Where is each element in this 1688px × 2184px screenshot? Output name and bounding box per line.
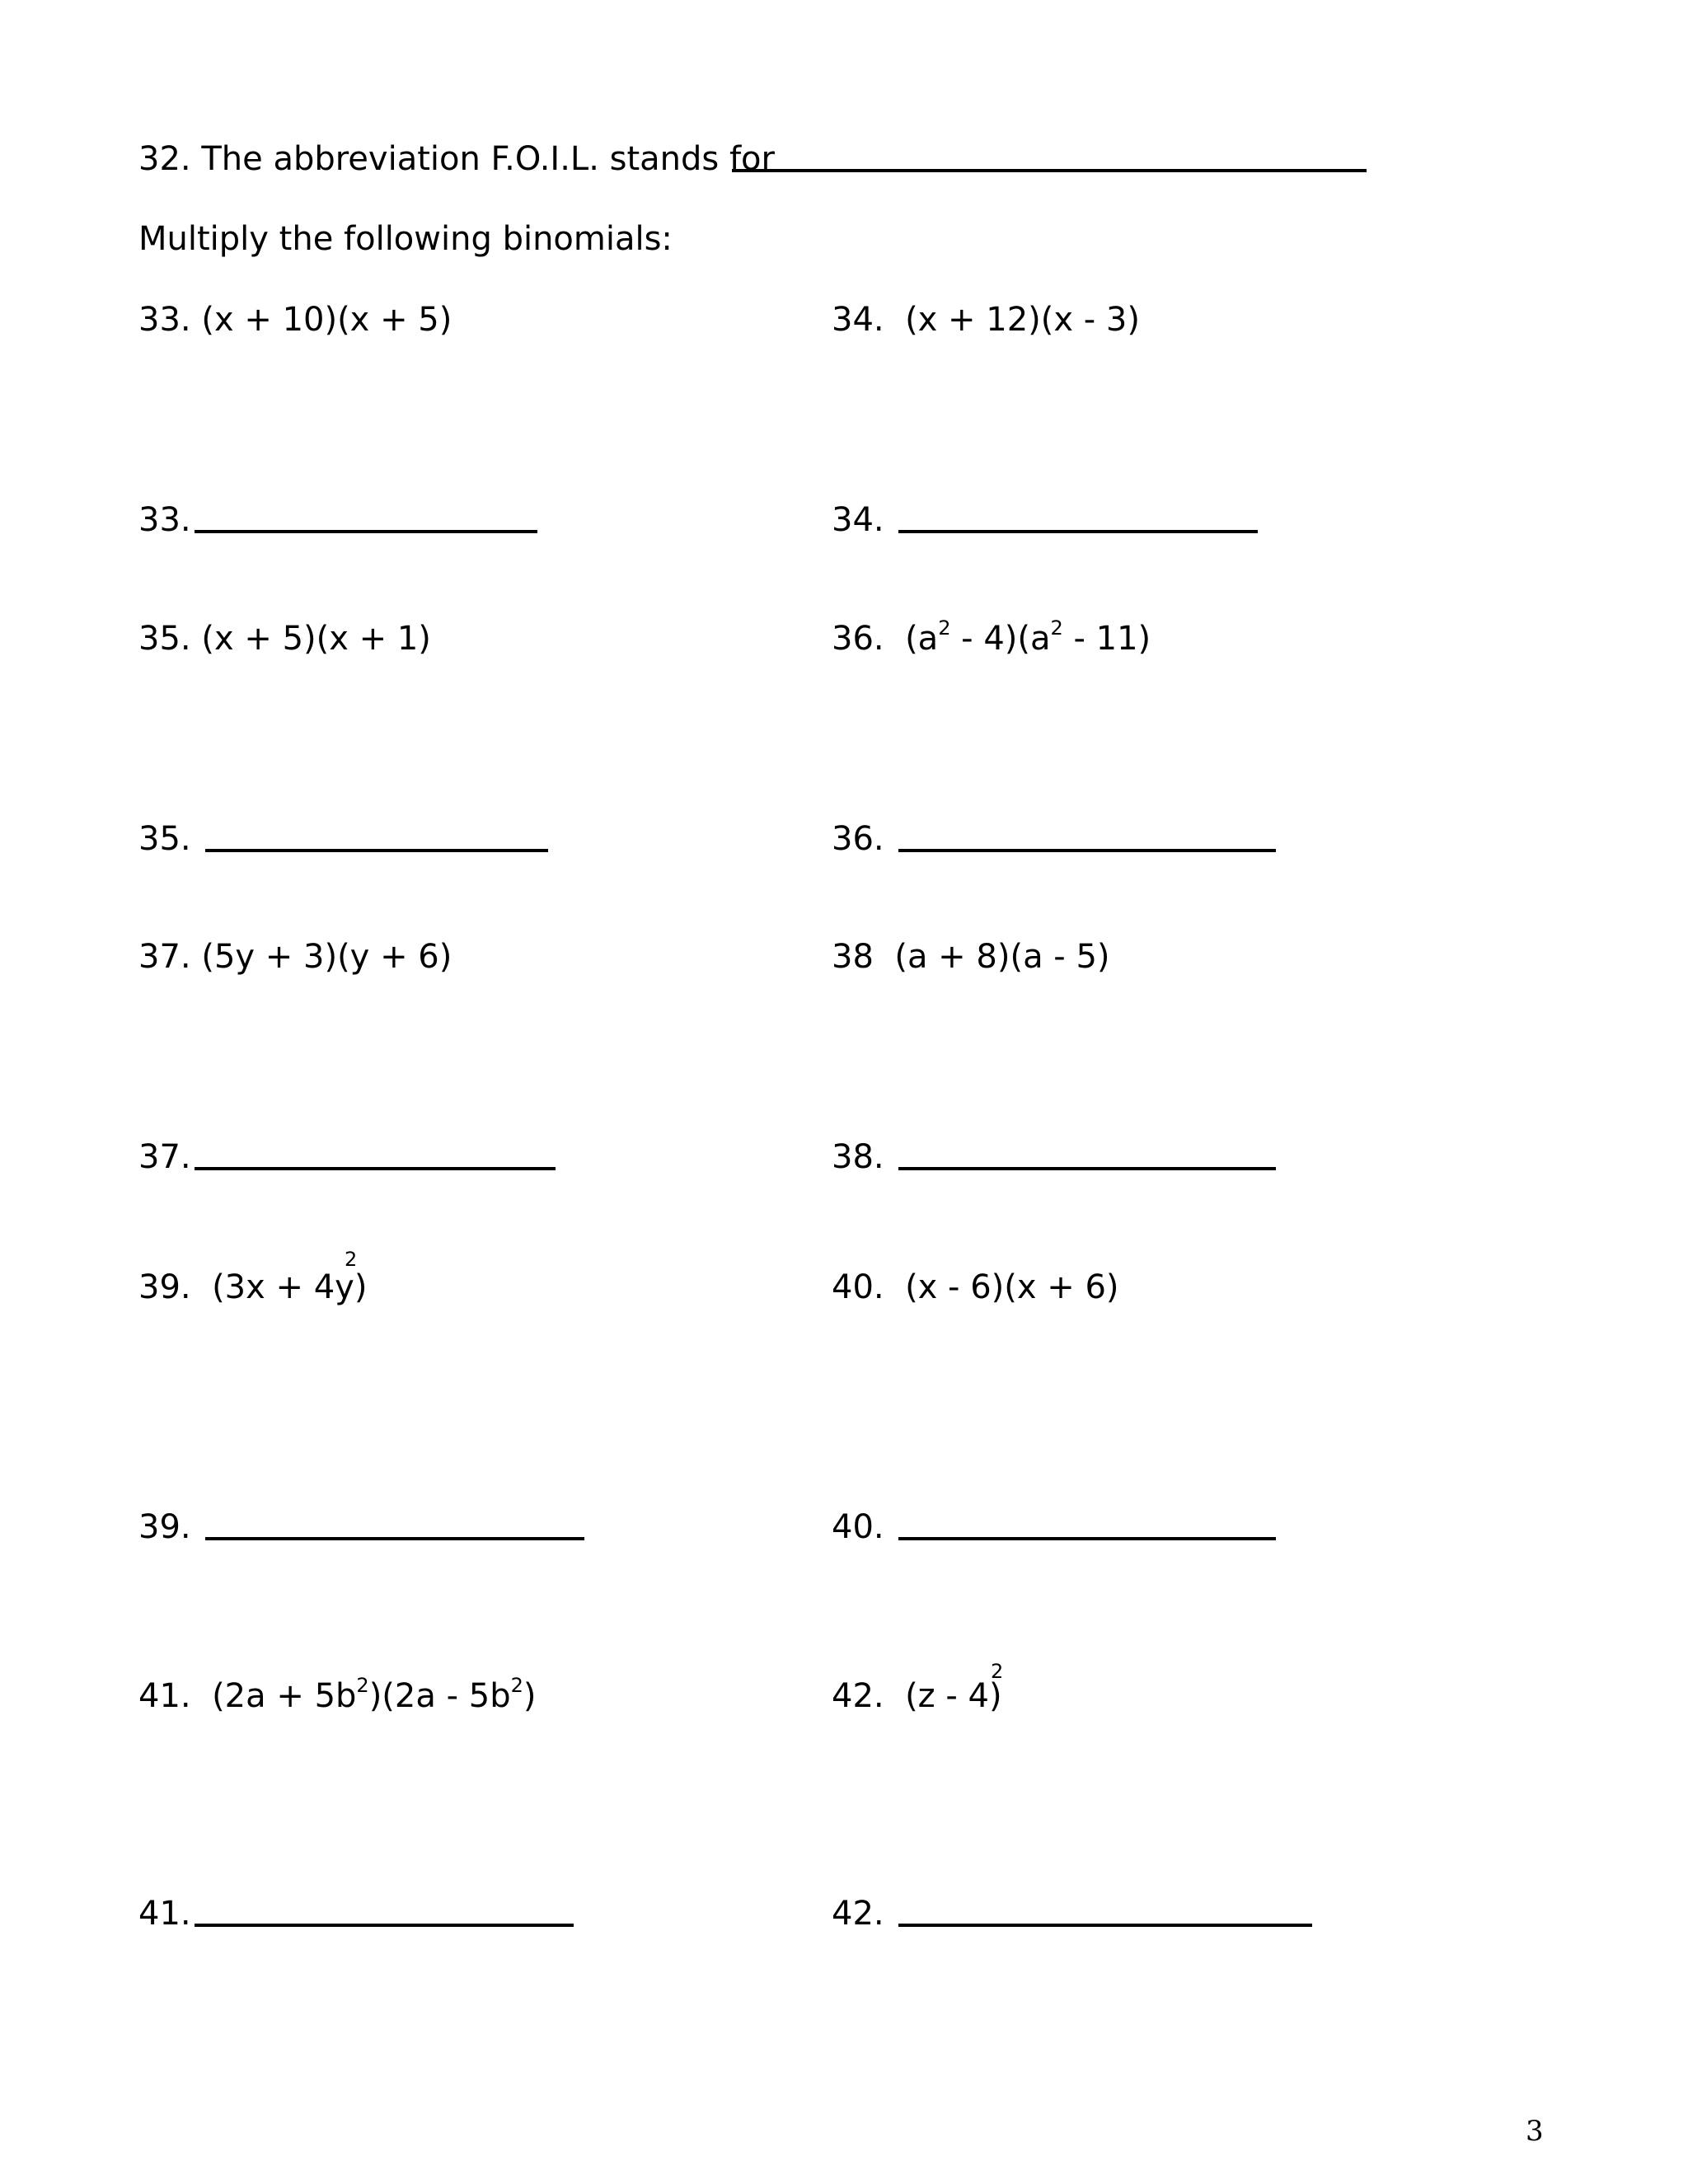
answer-label-38: 38.	[832, 1138, 884, 1176]
answer-blank-39[interactable]	[205, 1537, 584, 1540]
problem-38	[832, 938, 1110, 976]
problem-42	[832, 1677, 1002, 1715]
problem-expression: (x + 10)(x + 5)	[201, 301, 452, 339]
problem-number: 36.	[832, 620, 884, 658]
problem-number: 34.	[832, 301, 884, 339]
exponent: 2	[510, 1674, 523, 1697]
exponent: 2	[356, 1674, 369, 1697]
exponent: 2	[345, 1248, 358, 1271]
problem-number: 42.	[832, 1677, 884, 1715]
answer-blank-40[interactable]	[898, 1537, 1276, 1540]
answer-blank-34[interactable]	[898, 530, 1258, 533]
problem-expression: (x + 12)(x - 3)	[905, 301, 1140, 339]
problem-expression: (3x + 4y)	[212, 1268, 368, 1306]
problem-number: 41.	[138, 1677, 191, 1715]
answer-label-35: 35.	[138, 820, 191, 858]
exponent: 2	[938, 616, 951, 640]
answer-blank-36[interactable]	[898, 849, 1276, 852]
answer-blank-35[interactable]	[205, 849, 548, 852]
exponent: 2	[991, 1660, 1004, 1683]
answer-label-37: 37.	[138, 1138, 191, 1176]
page-number: 3	[1526, 2115, 1544, 2148]
answer-label-41: 41.	[138, 1895, 191, 1933]
problem-number: 37.	[138, 938, 191, 976]
problem-expression: (x + 5)(x + 1)	[201, 620, 431, 658]
problem-expression: $(a^2 - 4)(a^2 - 11)$	[905, 616, 1151, 658]
answer-label-36: 36.	[832, 820, 884, 858]
answer-blank-33[interactable]	[195, 530, 537, 533]
problem-number: 39.	[138, 1268, 191, 1306]
problem-41	[138, 1674, 537, 1715]
answer-blank-37[interactable]	[195, 1167, 556, 1170]
problem-number: 38	[832, 938, 874, 976]
problem-expression: (x - 6)(x + 6)	[905, 1268, 1119, 1306]
problem-expression: (5y + 3)(y + 6)	[201, 938, 452, 976]
problem-37	[138, 938, 452, 976]
answer-blank-38[interactable]	[898, 1167, 1276, 1170]
answer-label-42: 42.	[832, 1895, 884, 1933]
problem-expression: (a + 8)(a - 5)	[894, 938, 1110, 976]
problem-33	[138, 301, 452, 339]
problem-number: 33.	[138, 301, 191, 339]
problem-number: 35.	[138, 620, 191, 658]
answer-label-40: 40.	[832, 1508, 884, 1546]
answer-label-33: 33.	[138, 501, 191, 539]
problem-number: 40.	[832, 1268, 884, 1306]
instruction-text: Multiply the following binomials:	[138, 220, 673, 258]
question-32-text: 32. The abbreviation F.O.I.L. stands for	[138, 140, 775, 178]
exponent: 2	[1050, 616, 1063, 640]
problem-35	[138, 620, 431, 658]
problem-34	[832, 301, 1140, 339]
answer-label-39: 39.	[138, 1508, 191, 1546]
answer-blank-42[interactable]	[898, 1924, 1312, 1927]
problem-36	[832, 616, 1151, 658]
question-32-answer-blank[interactable]	[732, 169, 1367, 172]
answer-label-34: 34.	[832, 501, 884, 539]
problem-expression: $(2a + 5b^2)(2a - 5b^2)$	[212, 1674, 537, 1715]
answer-blank-41[interactable]	[195, 1924, 574, 1927]
problem-expression: (z - 4)	[905, 1677, 1002, 1715]
problem-39	[138, 1268, 368, 1306]
problem-40	[832, 1268, 1119, 1306]
